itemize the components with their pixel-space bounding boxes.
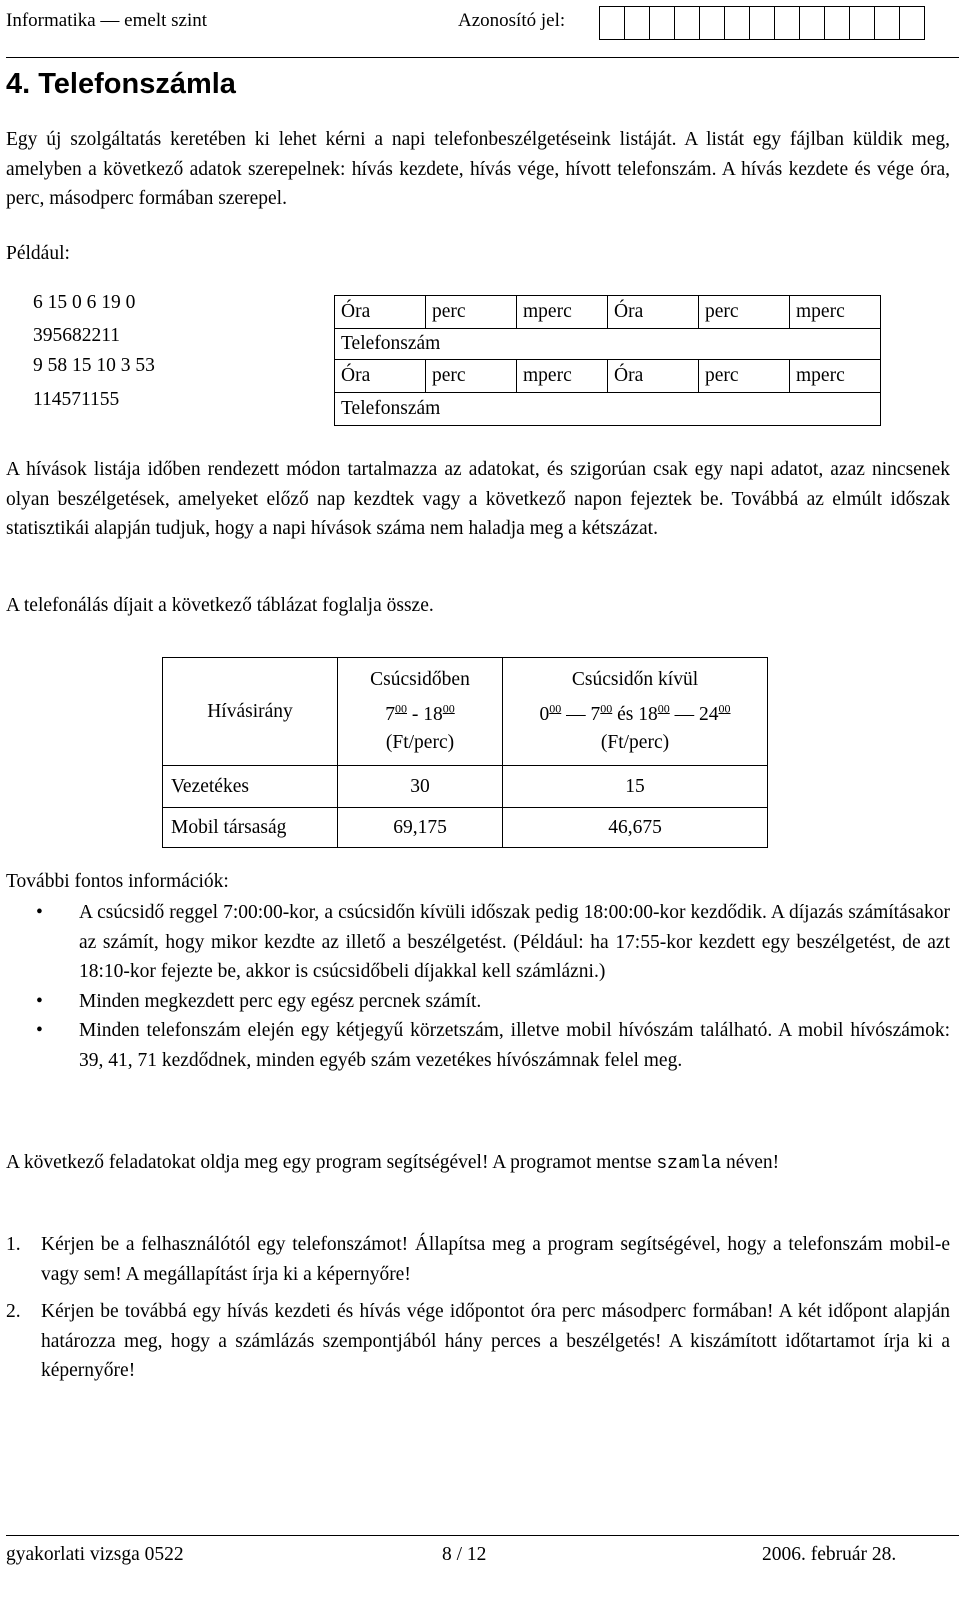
id-box bbox=[624, 6, 650, 40]
id-box bbox=[774, 6, 800, 40]
id-box bbox=[849, 6, 875, 40]
task-title: 4. Telefonszámla bbox=[6, 68, 236, 100]
task-number: 2. bbox=[6, 1301, 21, 1322]
rate-peak-value: 69,175 bbox=[338, 808, 503, 848]
id-box bbox=[874, 6, 900, 40]
header-offpeak-label: Csúcsidőn kívül bbox=[571, 669, 699, 691]
format-cell: perc bbox=[426, 360, 517, 393]
format-cell: Óra bbox=[335, 296, 426, 329]
rates-intro: A telefonálás díjait a következő táblázat foglalja össze. bbox=[6, 595, 434, 616]
list-item bbox=[6, 987, 950, 1017]
format-phone: Telefonszám bbox=[335, 329, 881, 360]
header-rule bbox=[6, 57, 959, 58]
task-intro-text: A következő feladatokat oldja meg egy program segítségével! A programot mentse bbox=[6, 1152, 652, 1173]
bullet-icon: • bbox=[36, 1020, 43, 1041]
example-line: 6 15 0 6 19 0 bbox=[33, 292, 136, 313]
example-line: 114571155 bbox=[33, 389, 120, 410]
id-box bbox=[724, 6, 750, 40]
id-box bbox=[824, 6, 850, 40]
format-cell: Óra bbox=[608, 296, 699, 329]
header-peak-label: Csúcsidőben bbox=[370, 669, 470, 691]
task-text: Kérjen be a felhasználótól egy telefonszámot! Állapítsa meg a program segítségével, hogy a telefonszám mobil-e vagy sem! A megállapítást írja ki a képernyőre! bbox=[41, 1234, 950, 1285]
footer-page: 8 / 12 bbox=[442, 1544, 487, 1565]
task-item bbox=[6, 1297, 950, 1386]
task-intro-end: néven! bbox=[726, 1152, 780, 1173]
description-paragraph: A hívások listája időben rendezett módon tartalmazza az adatokat, és szigorúan csak egy napi adatot, azaz nincsenek olyan beszélgetések, amelyeket előző nap kezdtek vagy a következő napon fejeztek be. Továbbá az elmúlt időszak statisztikái alapján tudjuk, hogy a napi hívások száma nem haladja meg a kétszázat. bbox=[6, 459, 950, 539]
list-item-text: A csúcsidő reggel 7:00:00-kor, a csúcsidőn kívüli időszak pedig 18:00:00-kor kezdődik. A díjazás számításakor az számít, hogy mikor kezdte az illető a beszélgetést. (Például: ha 17:55-kor kezdett egy beszélgetést, de azt 18:10-kor fejezte be, akkor is csúcsidőbeli díjakkal kell számlázni.) bbox=[79, 902, 950, 982]
rate-offpeak-value: 46,675 bbox=[503, 808, 768, 848]
id-box bbox=[799, 6, 825, 40]
footer-date: 2006. február 28. bbox=[762, 1544, 897, 1565]
format-cell: mperc bbox=[517, 360, 608, 393]
rates-table bbox=[162, 657, 768, 848]
program-name: szamla bbox=[656, 1154, 722, 1174]
bullet-icon: • bbox=[36, 990, 43, 1012]
footer-exam: gyakorlati vizsga 0522 bbox=[6, 1544, 184, 1565]
example-line: 9 58 15 10 3 53 bbox=[33, 355, 155, 376]
peak-time-range: $7^{00} - 18^{00}$ bbox=[385, 701, 455, 725]
header-direction: Hívásirány bbox=[163, 658, 338, 766]
offpeak-time-range: $0^{00}$ — $7^{00}$ és $18^{00}$ — $24^{00}$ bbox=[539, 701, 731, 725]
format-cell: perc bbox=[426, 296, 517, 329]
id-box bbox=[699, 6, 725, 40]
task-text: Kérjen be továbbá egy hívás kezdeti és hívás vége időpontot óra perc másodperc formában! A két időpont alapján határozza meg, hogy a számlázás szempontjából hány perces a beszélgetés! A kiszámított időtartamot írja ki a képernyőre! bbox=[41, 1301, 950, 1381]
id-boxes bbox=[600, 6, 925, 40]
rate-offpeak-value: 15 bbox=[503, 766, 768, 808]
header-offpeak bbox=[503, 658, 768, 766]
list-item-text: Minden telefonszám elején egy kétjegyű körzetszám, illetve mobil hívószám található. A mobil hívószámok: 39, 41, 71 kezdődnek, minden egyéb szám vezetékes hívószámnak felel meg. bbox=[79, 1020, 950, 1071]
peak-unit: (Ft/perc) bbox=[385, 731, 455, 753]
rate-row-name: Vezetékes bbox=[163, 766, 338, 808]
format-table bbox=[334, 295, 881, 426]
offpeak-unit: (Ft/perc) bbox=[600, 731, 670, 753]
format-cell: perc bbox=[699, 296, 790, 329]
task-item bbox=[6, 1230, 950, 1289]
header-id-label: Azonosító jel: bbox=[458, 10, 566, 31]
more-info-label: További fontos információk: bbox=[6, 871, 229, 892]
format-cell: Óra bbox=[335, 360, 426, 393]
info-list bbox=[6, 898, 950, 1075]
format-phone: Telefonszám bbox=[335, 393, 881, 426]
id-box bbox=[749, 6, 775, 40]
format-cell: mperc bbox=[790, 296, 881, 329]
example-label: Például: bbox=[6, 243, 70, 264]
list-item bbox=[6, 898, 950, 987]
rate-row-name: Mobil társaság bbox=[163, 808, 338, 848]
id-box bbox=[649, 6, 675, 40]
rate-peak-value: 30 bbox=[338, 766, 503, 808]
task-number: 1. bbox=[6, 1234, 21, 1255]
bullet-icon: • bbox=[36, 902, 43, 923]
header-subject: Informatika — emelt szint bbox=[6, 10, 208, 31]
list-item-text: Minden megkezdett perc egy egész percnek számít. bbox=[79, 990, 482, 1012]
task-intro bbox=[6, 1148, 950, 1180]
format-cell: perc bbox=[699, 360, 790, 393]
id-box bbox=[899, 6, 925, 40]
id-box bbox=[674, 6, 700, 40]
intro-paragraph: Egy új szolgáltatás keretében ki lehet kérni a napi telefonbeszélgetéseink listáját. A listát egy fájlban küldik meg, amelyben a következő adatok szerepelnek: hívás kezdete, hívás vége, hívott telefonszám. A hívás kezdete és vége óra, perc, másodperc formában szerepel. bbox=[6, 129, 950, 209]
format-cell: Óra bbox=[608, 360, 699, 393]
list-item bbox=[6, 1016, 950, 1075]
format-cell: mperc bbox=[517, 296, 608, 329]
example-line: 395682211 bbox=[33, 325, 121, 346]
format-cell: mperc bbox=[790, 360, 881, 393]
header-peak bbox=[338, 658, 503, 766]
footer-rule bbox=[6, 1535, 959, 1536]
id-box bbox=[599, 6, 625, 40]
